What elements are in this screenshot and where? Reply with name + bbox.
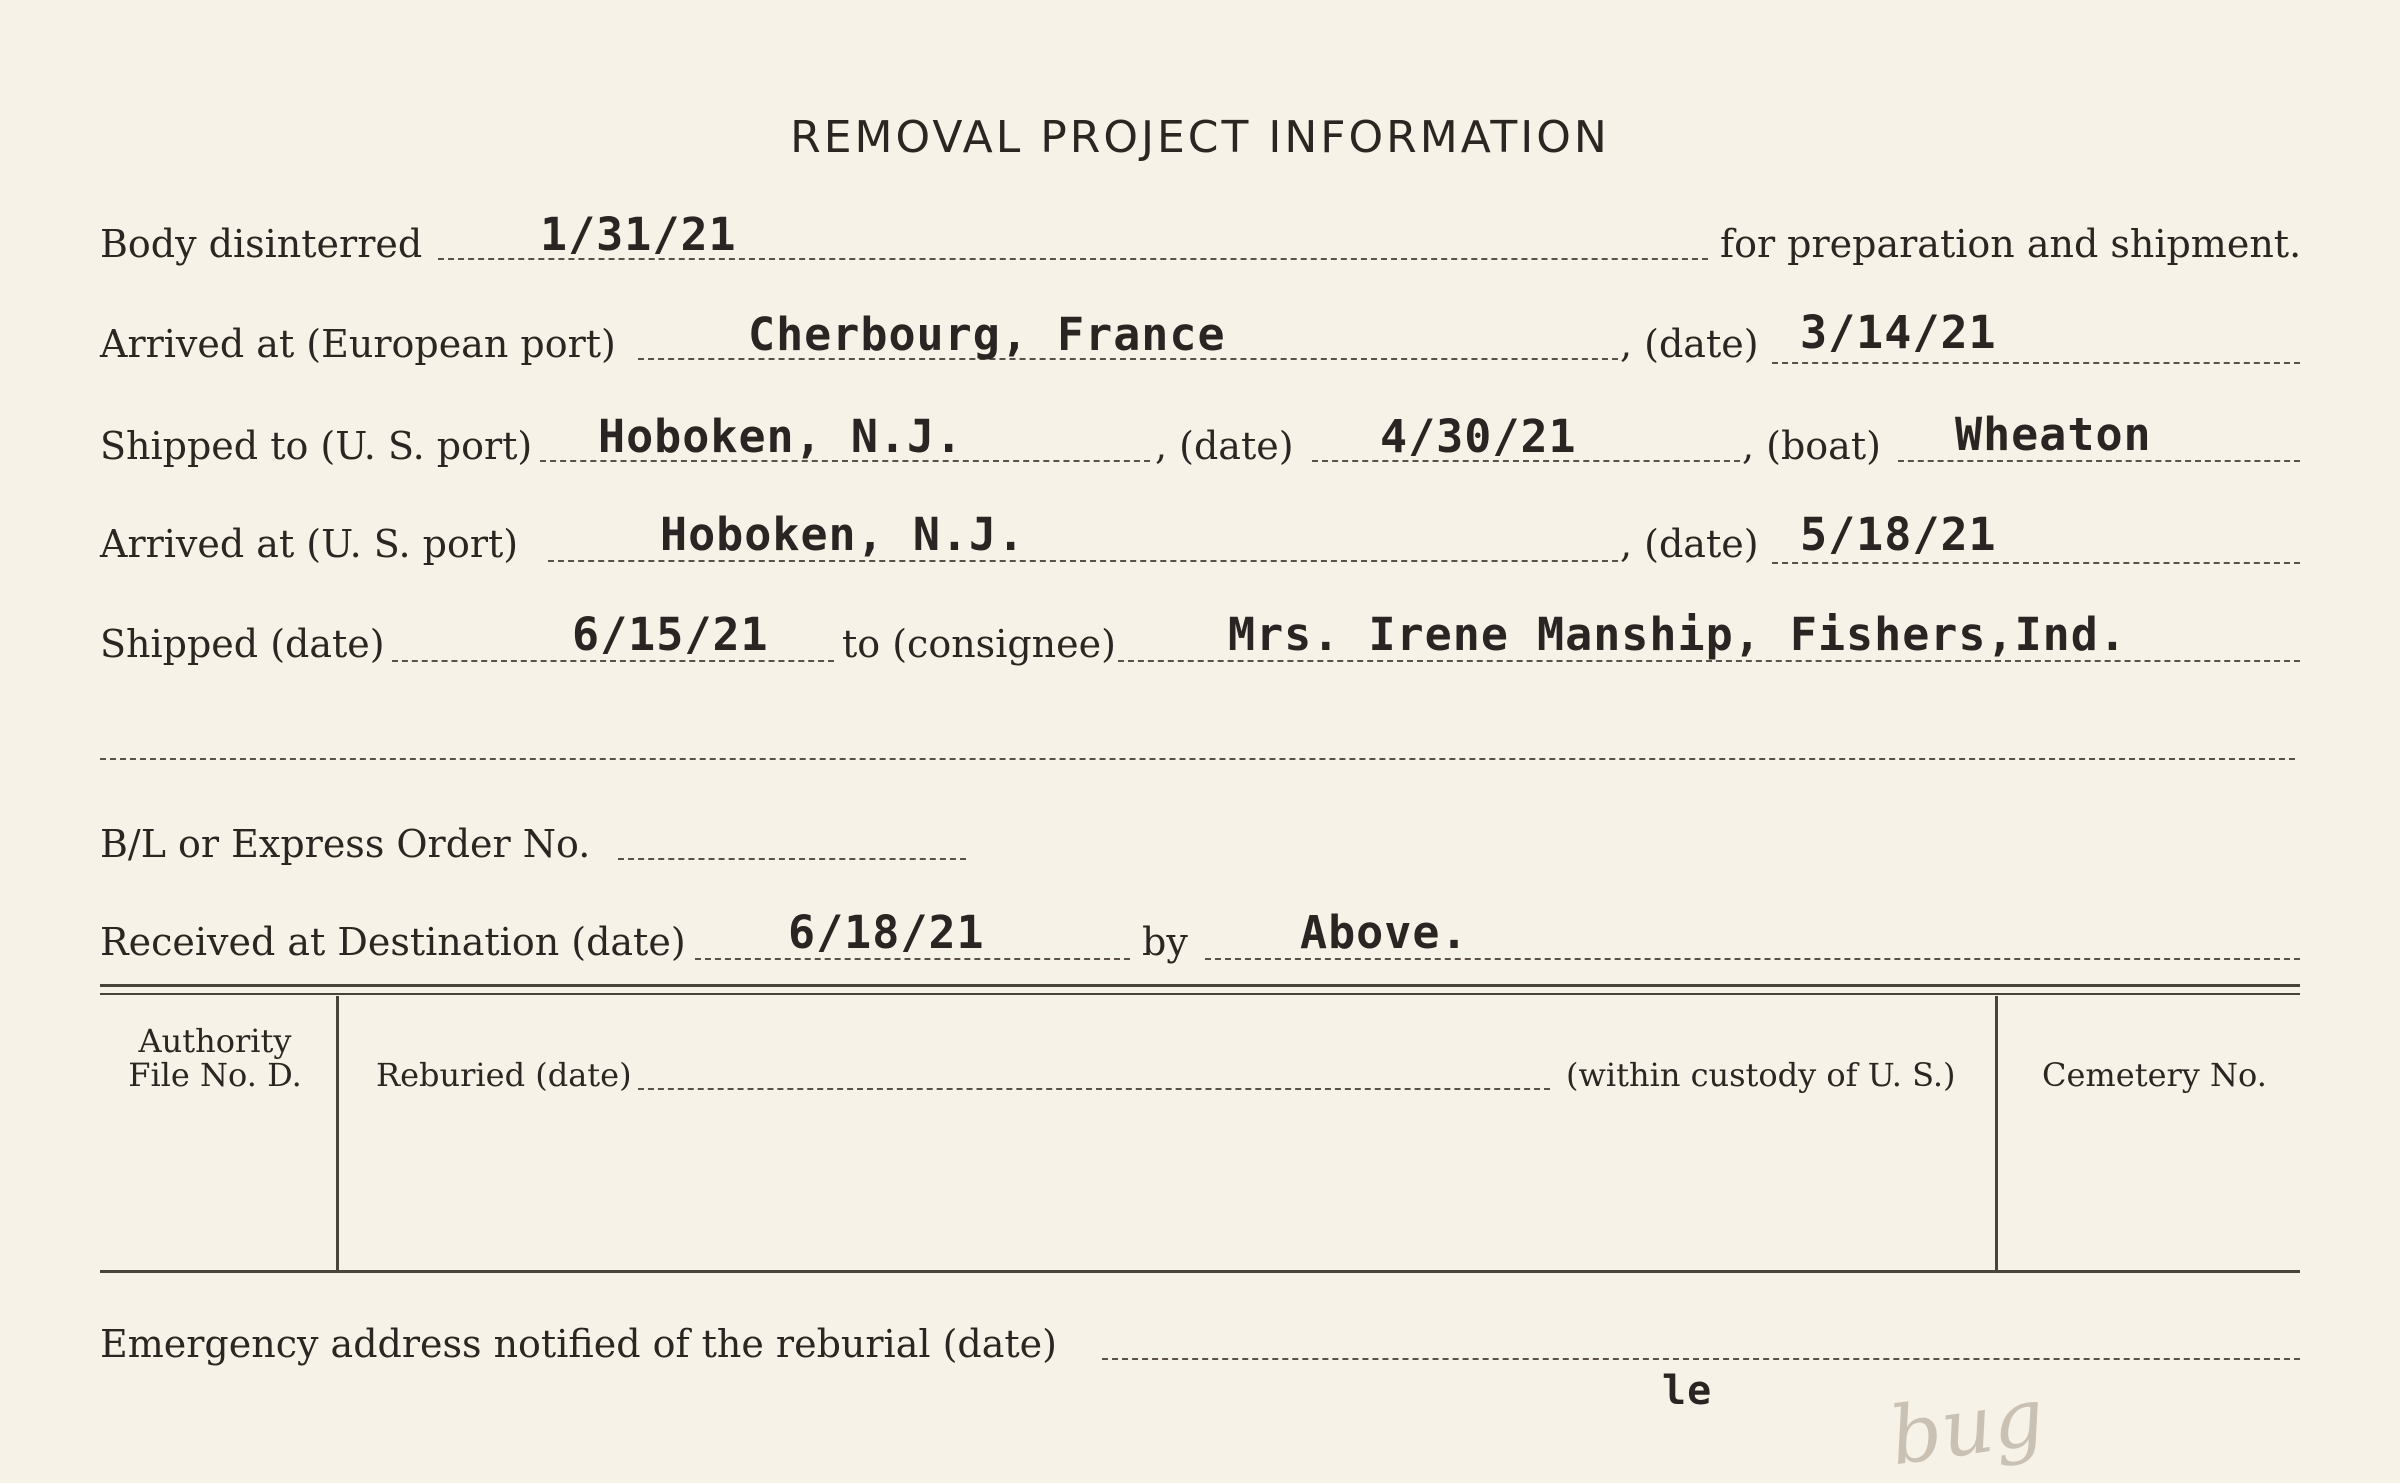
emergency-label: Emergency address notified of the reburial (date) (100, 1322, 1057, 1366)
shipped-us-label: Shipped to (U. S. port) (100, 424, 533, 468)
custody-label: (within custody of U. S.) (1566, 1056, 1956, 1094)
reburied-line (638, 1088, 1550, 1090)
disinterred-suffix: for preparation and shipment. (1720, 222, 2302, 266)
disinterred-value: 1/31/21 (540, 208, 737, 261)
bl-label: B/L or Express Order No. (100, 822, 591, 866)
shipped-us-value: Hoboken, N.J. (598, 410, 964, 463)
table-top-rule-2 (100, 993, 2300, 995)
footer-code: le (1662, 1368, 1713, 1414)
consignee-label: to (consignee) (842, 622, 1116, 666)
pencil-note: bug (1884, 1369, 2050, 1483)
received-date: 6/18/21 (788, 906, 985, 959)
continuation-line (100, 758, 2295, 760)
arrived-eu-date-label: , (date) (1620, 322, 1759, 366)
table-top-rule (100, 984, 2300, 987)
arrived-eu-date: 3/14/21 (1800, 306, 1997, 359)
arrived-us-date-label: , (date) (1620, 522, 1759, 566)
emergency-line (1102, 1358, 2300, 1360)
arrived-eu-value: Cherbourg, France (748, 308, 1226, 361)
received-by-label: by (1142, 920, 1188, 964)
consignee-value: Mrs. Irene Manship, Fishers,Ind. (1228, 608, 2127, 661)
arrived-eu-date-line (1772, 362, 2300, 364)
authority-label: Authority File No. D. (128, 1022, 302, 1094)
arrived-us-date: 5/18/21 (1800, 508, 1997, 561)
shipped-date-value: 6/15/21 (572, 608, 769, 661)
received-label: Received at Destination (date) (100, 920, 686, 964)
arrived-us-date-line (1772, 562, 2300, 564)
table-divider-right (1995, 996, 1998, 1270)
bl-line (618, 858, 966, 860)
table-bottom-rule (100, 1270, 2300, 1273)
arrived-eu-label: Arrived at (European port) (100, 322, 616, 366)
received-by-value: Above. (1300, 906, 1469, 959)
arrived-us-label: Arrived at (U. S. port) (100, 522, 519, 566)
shipped-date-label: Shipped (date) (100, 622, 385, 666)
disinterred-label: Body disinterred (100, 222, 423, 266)
reburied-label: Reburied (date) (376, 1056, 632, 1094)
shipped-us-boat: Wheaton (1955, 408, 2152, 461)
shipped-us-date-label: , (date) (1155, 424, 1294, 468)
card-title: REMOVAL PROJECT INFORMATION (790, 112, 1610, 163)
shipped-us-boat-label: , (boat) (1742, 424, 1881, 468)
cemetery-label: Cemetery No. (2042, 1056, 2267, 1094)
arrived-us-value: Hoboken, N.J. (660, 508, 1026, 561)
shipped-us-date: 4/30/21 (1380, 410, 1577, 463)
table-divider-left (336, 996, 339, 1270)
